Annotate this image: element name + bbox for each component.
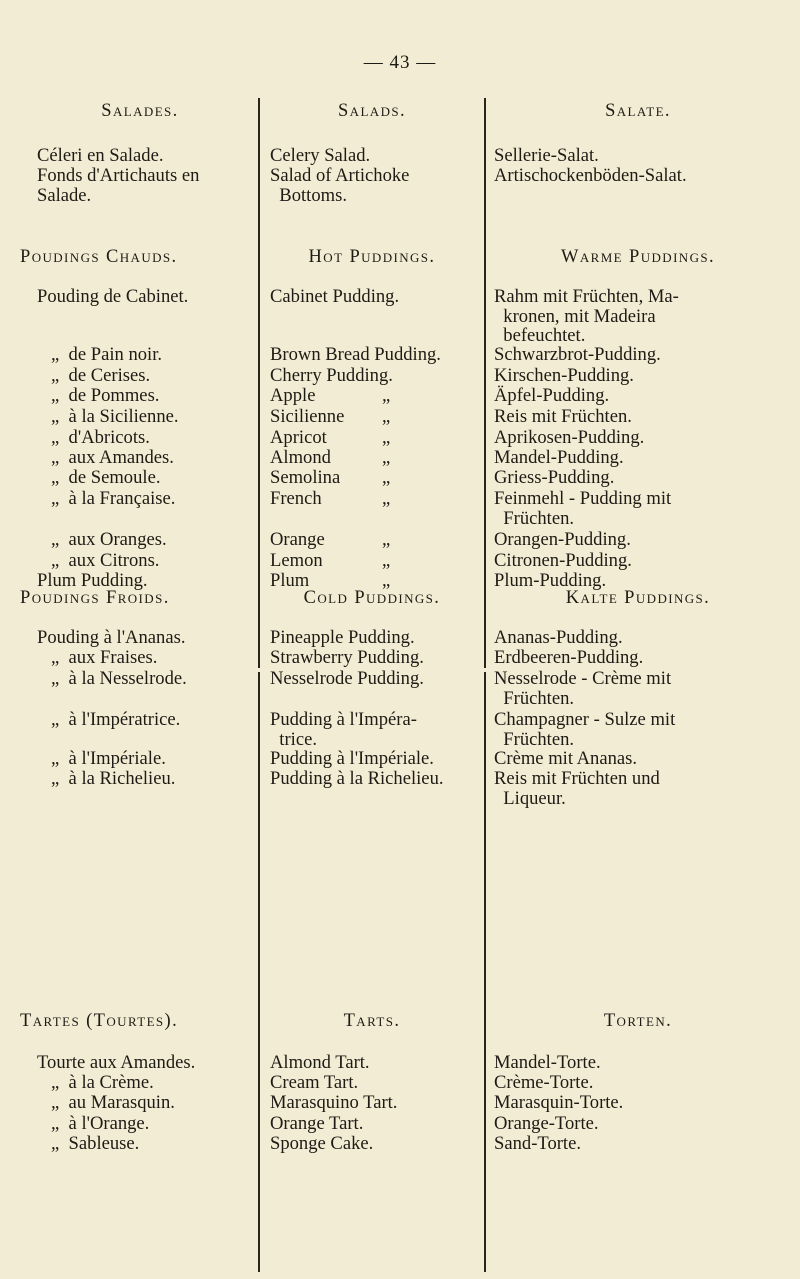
german-item: Citronen-Pudding. bbox=[494, 550, 632, 571]
german-item: Marasquin-Torte. bbox=[494, 1092, 624, 1113]
english-item: French „ bbox=[270, 488, 391, 509]
english-item: Celery Salad. bbox=[270, 145, 371, 166]
english-item: Almond Tart. bbox=[270, 1052, 370, 1073]
section-heading: Tartes (Tourtes). bbox=[20, 1011, 179, 1031]
section-heading: Cold Puddings. bbox=[303, 588, 441, 608]
german-item: Mandel-Pudding. bbox=[494, 447, 624, 468]
english-item: Marasquino Tart. bbox=[270, 1092, 398, 1113]
german-item: Artischockenböden-Salat. bbox=[494, 165, 687, 186]
column-divider-left-lower bbox=[258, 672, 260, 1272]
column-divider-right-lower bbox=[484, 672, 486, 1272]
german-item: Sand-Torte. bbox=[494, 1133, 581, 1154]
section-heading: Tarts. bbox=[343, 1011, 401, 1031]
french-item: „ à l'Orange. bbox=[51, 1113, 150, 1134]
english-item: Apple „ bbox=[270, 385, 391, 406]
german-item: Champagner - Sulze mit Früchten. bbox=[494, 709, 676, 750]
english-item: Lemon „ bbox=[270, 550, 391, 571]
french-item: „ de Pommes. bbox=[51, 385, 160, 406]
section-heading: Torten. bbox=[603, 1011, 673, 1031]
french-item: „ aux Fraises. bbox=[51, 647, 158, 668]
french-item: „ d'Abricots. bbox=[51, 427, 150, 448]
section-heading: Salades. bbox=[101, 101, 179, 121]
french-item: „ aux Citrons. bbox=[51, 550, 160, 571]
french-item: „ aux Oranges. bbox=[51, 529, 167, 550]
french-item: „ à l'Impériale. bbox=[51, 748, 166, 769]
german-item: Crème mit Ananas. bbox=[494, 748, 638, 769]
section-heading: Kalte Puddings. bbox=[565, 588, 711, 608]
german-item: Aprikosen-Pudding. bbox=[494, 427, 645, 448]
french-item: „ à la Richelieu. bbox=[51, 768, 176, 789]
french-item: „ à l'Impératrice. bbox=[51, 709, 181, 730]
german-item: Plum-Pudding. bbox=[494, 570, 607, 591]
section-heading: Poudings Froids. bbox=[20, 588, 170, 608]
english-item: Cream Tart. bbox=[270, 1072, 359, 1093]
german-item: Crème-Torte. bbox=[494, 1072, 594, 1093]
english-item: Pudding à l'Impéra- trice. bbox=[270, 709, 417, 750]
german-item: Erdbeeren-Pudding. bbox=[494, 647, 644, 668]
french-item: Pouding de Cabinet. bbox=[37, 286, 189, 307]
german-item: Äpfel-Pudding. bbox=[494, 385, 610, 406]
section-heading: Poudings Chauds. bbox=[20, 247, 178, 267]
german-item: Orange-Torte. bbox=[494, 1113, 599, 1134]
french-item: „ Sableuse. bbox=[51, 1133, 140, 1154]
page-number: — 43 — bbox=[363, 52, 437, 73]
german-item: Mandel-Torte. bbox=[494, 1052, 601, 1073]
english-item: Orange Tart. bbox=[270, 1113, 364, 1134]
french-item: „ de Semoule. bbox=[51, 467, 161, 488]
english-item: Semolina „ bbox=[270, 467, 391, 488]
german-item: Reis mit Früchten. bbox=[494, 406, 632, 427]
german-item: Reis mit Früchten und Liqueur. bbox=[494, 768, 660, 809]
german-item: Nesselrode - Crème mit Früchten. bbox=[494, 668, 672, 709]
german-item: Feinmehl - Pudding mit Früchten. bbox=[494, 488, 672, 529]
column-divider-right bbox=[484, 98, 486, 668]
french-item: „ à la Nesselrode. bbox=[51, 668, 187, 689]
english-item: Orange „ bbox=[270, 529, 391, 550]
english-item: Cherry Pudding. bbox=[270, 365, 393, 386]
column-divider-left bbox=[258, 98, 260, 668]
section-heading: Hot Puddings. bbox=[308, 247, 436, 267]
french-item: „ de Cerises. bbox=[51, 365, 151, 386]
french-item: Plum Pudding. bbox=[37, 570, 148, 591]
french-item: „ à la Sicilienne. bbox=[51, 406, 179, 427]
english-item: Cabinet Pudding. bbox=[270, 286, 400, 307]
section-heading: Warme Puddings. bbox=[560, 247, 716, 267]
french-item: Céleri en Salade. bbox=[37, 145, 164, 166]
french-item: Pouding à l'Ananas. bbox=[37, 627, 186, 648]
section-heading: Salads. bbox=[337, 101, 407, 121]
german-item: Rahm mit Früchten, Ma- kronen, mit Madeira befeuchtet. bbox=[494, 286, 679, 347]
english-item: Pudding à l'Impériale. bbox=[270, 748, 434, 769]
section-heading: Salate. bbox=[605, 101, 671, 121]
english-item: Apricot „ bbox=[270, 427, 391, 448]
french-item: „ à la Française. bbox=[51, 488, 176, 509]
english-item: Sicilienne „ bbox=[270, 406, 391, 427]
german-item: Griess-Pudding. bbox=[494, 467, 615, 488]
german-item: Sellerie-Salat. bbox=[494, 145, 599, 166]
english-item: Pineapple Pudding. bbox=[270, 627, 415, 648]
french-item: „ à la Crème. bbox=[51, 1072, 154, 1093]
french-item: „ au Marasquin. bbox=[51, 1092, 175, 1113]
english-item: Plum „ bbox=[270, 570, 391, 591]
german-item: Orangen-Pudding. bbox=[494, 529, 631, 550]
french-item: Fonds d'Artichauts en Salade. bbox=[37, 165, 200, 206]
french-item: „ aux Amandes. bbox=[51, 447, 174, 468]
german-item: Ananas-Pudding. bbox=[494, 627, 623, 648]
english-item: Sponge Cake. bbox=[270, 1133, 374, 1154]
english-item: Salad of Artichoke Bottoms. bbox=[270, 165, 410, 206]
english-item: Brown Bread Pudding. bbox=[270, 344, 441, 365]
english-item: Pudding à la Richelieu. bbox=[270, 768, 444, 789]
english-item: Strawberry Pudding. bbox=[270, 647, 424, 668]
french-item: „ de Pain noir. bbox=[51, 344, 163, 365]
french-item: Tourte aux Amandes. bbox=[37, 1052, 196, 1073]
english-item: Nesselrode Pudding. bbox=[270, 668, 424, 689]
english-item: Almond „ bbox=[270, 447, 391, 468]
german-item: Kirschen-Pudding. bbox=[494, 365, 634, 386]
german-item: Schwarzbrot-Pudding. bbox=[494, 344, 661, 365]
